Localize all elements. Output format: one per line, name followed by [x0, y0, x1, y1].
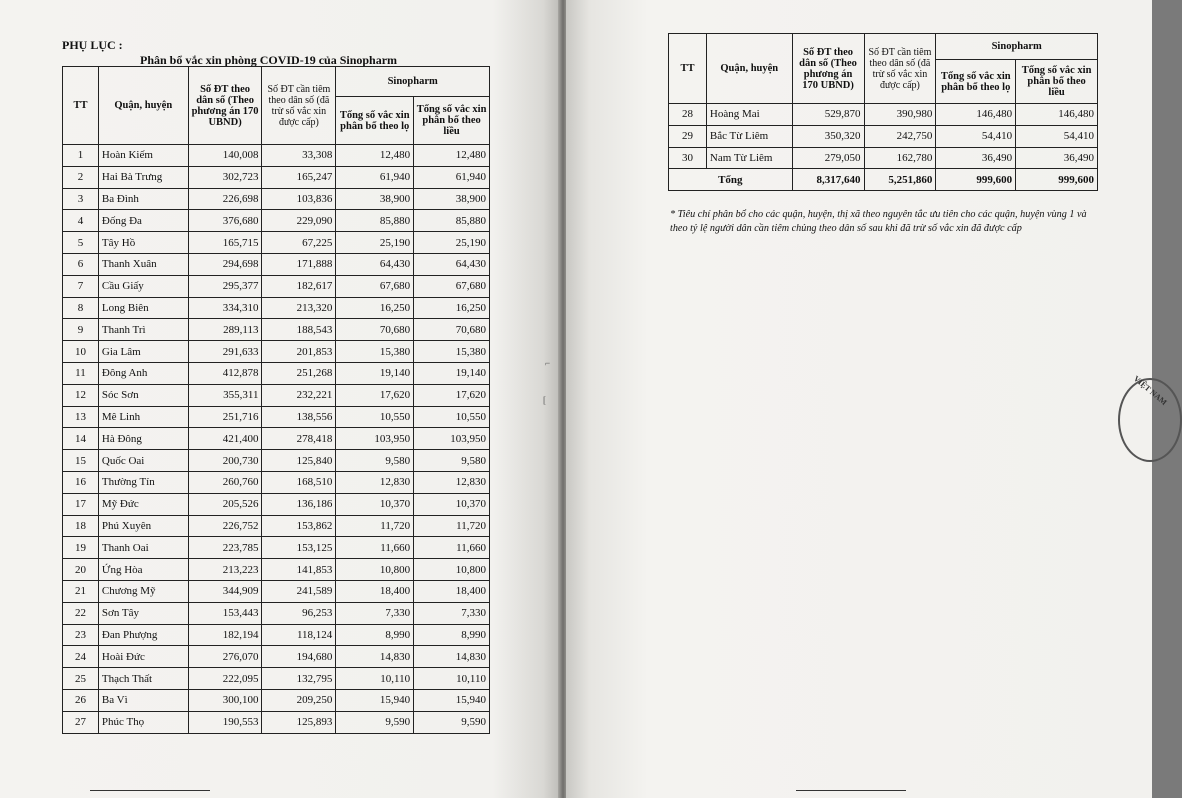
table-row: [669, 125, 1098, 147]
row-tt: 26: [63, 689, 99, 711]
row-doses: 10,370: [414, 493, 490, 515]
header-district: Quận, huyện: [98, 67, 188, 145]
row-population: 260,760: [188, 471, 262, 493]
row-vials: 11,660: [336, 537, 414, 559]
row-tt: 16: [63, 471, 99, 493]
header-vials: Tổng số vắc xin phân bổ theo lọ: [936, 60, 1016, 104]
row-population: 226,752: [188, 515, 262, 537]
row-to-vaccinate: 390,980: [864, 104, 936, 126]
table-row: [63, 145, 490, 167]
row-to-vaccinate: 251,268: [262, 362, 336, 384]
row-district: Quốc Oai: [98, 450, 188, 472]
row-to-vaccinate: 188,543: [262, 319, 336, 341]
row-to-vaccinate: 153,862: [262, 515, 336, 537]
table-row: [63, 253, 490, 275]
row-district: Ba Đình: [98, 188, 188, 210]
header-population: Số ĐT theo dân số (Theo phương án 170 UBND): [792, 34, 864, 104]
row-district: Nam Từ Liêm: [706, 147, 792, 169]
row-to-vaccinate: 141,853: [262, 559, 336, 581]
table-row: [63, 471, 490, 493]
row-tt: 7: [63, 275, 99, 297]
row-doses: 14,830: [414, 646, 490, 668]
row-population: 213,223: [188, 559, 262, 581]
row-vials: 38,900: [336, 188, 414, 210]
row-population: 140,008: [188, 145, 262, 167]
row-vials: 54,410: [936, 125, 1016, 147]
row-doses: 7,330: [414, 602, 490, 624]
header-tt: TT: [63, 67, 99, 145]
row-vials: 12,830: [336, 471, 414, 493]
row-district: Ba Vì: [98, 689, 188, 711]
row-population: 291,633: [188, 341, 262, 363]
row-to-vaccinate: 242,750: [864, 125, 936, 147]
row-district: Thường Tín: [98, 471, 188, 493]
row-population: 294,698: [188, 253, 262, 275]
row-to-vaccinate: 194,680: [262, 646, 336, 668]
row-doses: 18,400: [414, 580, 490, 602]
row-district: Cầu Giấy: [98, 275, 188, 297]
row-to-vaccinate: 125,840: [262, 450, 336, 472]
footer-line: [90, 790, 210, 791]
row-population: 165,715: [188, 232, 262, 254]
row-population: 300,100: [188, 689, 262, 711]
row-to-vaccinate: 33,308: [262, 145, 336, 167]
row-vials: 70,680: [336, 319, 414, 341]
table-row: [63, 210, 490, 232]
total-population: 8,317,640: [792, 169, 864, 191]
row-to-vaccinate: 136,186: [262, 493, 336, 515]
row-vials: 9,590: [336, 711, 414, 733]
row-district: Tây Hồ: [98, 232, 188, 254]
table-row: [63, 188, 490, 210]
left-page: [0, 0, 560, 798]
row-to-vaccinate: 278,418: [262, 428, 336, 450]
row-to-vaccinate: 213,320: [262, 297, 336, 319]
row-vials: 14,830: [336, 646, 414, 668]
table-row: [63, 166, 490, 188]
row-tt: 8: [63, 297, 99, 319]
allocation-table-right: [668, 33, 1098, 191]
appendix-heading: PHỤ LỤC :: [62, 38, 123, 52]
table-row: [63, 384, 490, 406]
row-district: Sóc Sơn: [98, 384, 188, 406]
row-to-vaccinate: 165,247: [262, 166, 336, 188]
row-district: Đống Đa: [98, 210, 188, 232]
row-doses: 61,940: [414, 166, 490, 188]
row-doses: 38,900: [414, 188, 490, 210]
row-to-vaccinate: 229,090: [262, 210, 336, 232]
row-tt: 24: [63, 646, 99, 668]
row-doses: 15,940: [414, 689, 490, 711]
row-population: 279,050: [792, 147, 864, 169]
row-tt: 19: [63, 537, 99, 559]
row-vials: 8,990: [336, 624, 414, 646]
row-tt: 4: [63, 210, 99, 232]
table-row: [63, 450, 490, 472]
row-population: 302,723: [188, 166, 262, 188]
total-row: [669, 169, 1098, 191]
row-district: Ứng Hòa: [98, 559, 188, 581]
row-doses: 17,620: [414, 384, 490, 406]
row-population: 276,070: [188, 646, 262, 668]
row-population: 182,194: [188, 624, 262, 646]
row-vials: 67,680: [336, 275, 414, 297]
row-vials: 12,480: [336, 145, 414, 167]
header-tt: TT: [669, 34, 707, 104]
row-tt: 9: [63, 319, 99, 341]
stamp-text: VIỆT NAM: [1131, 374, 1169, 407]
row-to-vaccinate: 103,836: [262, 188, 336, 210]
row-district: Bắc Từ Liêm: [706, 125, 792, 147]
row-doses: 16,250: [414, 297, 490, 319]
row-vials: 146,480: [936, 104, 1016, 126]
row-tt: 15: [63, 450, 99, 472]
row-tt: 23: [63, 624, 99, 646]
row-doses: 64,430: [414, 253, 490, 275]
row-doses: 36,490: [1016, 147, 1098, 169]
table-row: [63, 559, 490, 581]
row-doses: 19,140: [414, 362, 490, 384]
row-population: 205,526: [188, 493, 262, 515]
row-district: Thanh Trì: [98, 319, 188, 341]
row-district: Hoàn Kiếm: [98, 145, 188, 167]
row-tt: 12: [63, 384, 99, 406]
table-row: [63, 711, 490, 733]
row-district: Gia Lâm: [98, 341, 188, 363]
row-tt: 1: [63, 145, 99, 167]
allocation-table-left: [62, 66, 490, 734]
row-doses: 11,660: [414, 537, 490, 559]
table-row: [63, 275, 490, 297]
row-vials: 11,720: [336, 515, 414, 537]
table-row: [63, 297, 490, 319]
total-to-vaccinate: 5,251,860: [864, 169, 936, 191]
row-population: 190,553: [188, 711, 262, 733]
scan-mark: [: [543, 395, 546, 405]
row-tt: 27: [63, 711, 99, 733]
row-doses: 9,580: [414, 450, 490, 472]
table-row: [63, 232, 490, 254]
row-district: Phúc Thọ: [98, 711, 188, 733]
row-vials: 25,190: [336, 232, 414, 254]
row-to-vaccinate: 168,510: [262, 471, 336, 493]
row-tt: 2: [63, 166, 99, 188]
row-to-vaccinate: 153,125: [262, 537, 336, 559]
table-row: [63, 362, 490, 384]
header-sinopharm: Sinopharm: [336, 67, 490, 97]
row-to-vaccinate: 201,853: [262, 341, 336, 363]
table-row: [63, 689, 490, 711]
table-row: [63, 624, 490, 646]
row-vials: 7,330: [336, 602, 414, 624]
row-population: 412,878: [188, 362, 262, 384]
header-sinopharm: Sinopharm: [936, 34, 1098, 60]
row-district: Thạch Thất: [98, 668, 188, 690]
row-district: Thanh Oai: [98, 537, 188, 559]
row-vials: 64,430: [336, 253, 414, 275]
row-tt: 29: [669, 125, 707, 147]
row-vials: 15,380: [336, 341, 414, 363]
row-tt: 20: [63, 559, 99, 581]
row-population: 295,377: [188, 275, 262, 297]
row-vials: 85,880: [336, 210, 414, 232]
table-title: Phân bổ vắc xin phòng COVID-19 của Sinopharm: [140, 53, 398, 67]
table-row: [63, 493, 490, 515]
row-doses: 54,410: [1016, 125, 1098, 147]
row-tt: 18: [63, 515, 99, 537]
footer-line: [796, 790, 906, 791]
header-district: Quận, huyện: [706, 34, 792, 104]
row-doses: 9,590: [414, 711, 490, 733]
row-doses: 85,880: [414, 210, 490, 232]
row-vials: 15,940: [336, 689, 414, 711]
row-district: Long Biên: [98, 297, 188, 319]
row-district: Mê Linh: [98, 406, 188, 428]
row-district: Hai Bà Trưng: [98, 166, 188, 188]
table-row: [63, 646, 490, 668]
row-to-vaccinate: 118,124: [262, 624, 336, 646]
row-doses: 15,380: [414, 341, 490, 363]
row-vials: 36,490: [936, 147, 1016, 169]
row-to-vaccinate: 241,589: [262, 580, 336, 602]
row-to-vaccinate: 138,556: [262, 406, 336, 428]
row-district: Sơn Tây: [98, 602, 188, 624]
row-vials: 10,800: [336, 559, 414, 581]
row-to-vaccinate: 171,888: [262, 253, 336, 275]
row-district: Hoàng Mai: [706, 104, 792, 126]
row-doses: 70,680: [414, 319, 490, 341]
total-vials: 999,600: [936, 169, 1016, 191]
row-doses: 67,680: [414, 275, 490, 297]
row-tt: 30: [669, 147, 707, 169]
row-population: 376,680: [188, 210, 262, 232]
row-doses: 103,950: [414, 428, 490, 450]
row-tt: 22: [63, 602, 99, 624]
row-population: 226,698: [188, 188, 262, 210]
row-district: Phú Xuyên: [98, 515, 188, 537]
header-to-vaccinate: Số ĐT cần tiêm theo dân số (đã trừ số vắc xin được cấp): [864, 34, 936, 104]
row-population: 355,311: [188, 384, 262, 406]
row-district: Hoài Đức: [98, 646, 188, 668]
table-row: [63, 602, 490, 624]
table-row: [63, 515, 490, 537]
row-population: 153,443: [188, 602, 262, 624]
header-doses: Tổng số vắc xin phân bổ theo liều: [414, 97, 490, 145]
footnote: * Tiêu chí phân bổ cho các quận, huyện, thị xã theo nguyên tắc ưu tiên cho các quận, huyện vùng 1 và theo tỷ lệ người dân cần tiêm chủng theo dân số sau khi đã trừ số vắc xin đã được cấp: [670, 209, 1087, 234]
row-population: 350,320: [792, 125, 864, 147]
header-population: Số ĐT theo dân số (Theo phương án 170 UBND): [188, 67, 262, 145]
row-to-vaccinate: 162,780: [864, 147, 936, 169]
table-row: [63, 580, 490, 602]
right-page: [566, 0, 1152, 798]
total-doses: 999,600: [1016, 169, 1098, 191]
header-vials: Tổng số vắc xin phân bổ theo lọ: [336, 97, 414, 145]
row-vials: 10,110: [336, 668, 414, 690]
table-row: [63, 668, 490, 690]
row-tt: 21: [63, 580, 99, 602]
row-vials: 10,550: [336, 406, 414, 428]
row-to-vaccinate: 182,617: [262, 275, 336, 297]
scan-mark: ⌐: [545, 358, 551, 368]
header-to-vaccinate: Số ĐT cần tiêm theo dân số (đã trừ số vắc xin được cấp): [262, 67, 336, 145]
row-tt: 25: [63, 668, 99, 690]
row-tt: 28: [669, 104, 707, 126]
row-population: 289,113: [188, 319, 262, 341]
row-tt: 5: [63, 232, 99, 254]
row-district: Mỹ Đức: [98, 493, 188, 515]
row-tt: 10: [63, 341, 99, 363]
row-to-vaccinate: 132,795: [262, 668, 336, 690]
table-row: [63, 319, 490, 341]
row-doses: 10,800: [414, 559, 490, 581]
row-vials: 18,400: [336, 580, 414, 602]
row-to-vaccinate: 67,225: [262, 232, 336, 254]
row-doses: 10,550: [414, 406, 490, 428]
row-vials: 19,140: [336, 362, 414, 384]
table-row: [63, 406, 490, 428]
row-population: 344,909: [188, 580, 262, 602]
row-population: 421,400: [188, 428, 262, 450]
row-district: Đan Phượng: [98, 624, 188, 646]
row-tt: 11: [63, 362, 99, 384]
row-population: 334,310: [188, 297, 262, 319]
row-to-vaccinate: 232,221: [262, 384, 336, 406]
table-row: [63, 537, 490, 559]
row-to-vaccinate: 96,253: [262, 602, 336, 624]
row-doses: 146,480: [1016, 104, 1098, 126]
row-population: 529,870: [792, 104, 864, 126]
row-tt: 3: [63, 188, 99, 210]
row-tt: 13: [63, 406, 99, 428]
row-doses: 12,480: [414, 145, 490, 167]
row-to-vaccinate: 125,893: [262, 711, 336, 733]
table-row: [669, 104, 1098, 126]
row-population: 223,785: [188, 537, 262, 559]
header-doses: Tổng số vắc xin phân bổ theo liều: [1016, 60, 1098, 104]
row-population: 251,716: [188, 406, 262, 428]
row-doses: 12,830: [414, 471, 490, 493]
row-district: Đông Anh: [98, 362, 188, 384]
row-vials: 16,250: [336, 297, 414, 319]
total-label: Tổng: [669, 169, 793, 191]
row-tt: 6: [63, 253, 99, 275]
table-row: [669, 147, 1098, 169]
row-vials: 17,620: [336, 384, 414, 406]
row-doses: 25,190: [414, 232, 490, 254]
row-doses: 10,110: [414, 668, 490, 690]
row-vials: 61,940: [336, 166, 414, 188]
row-vials: 10,370: [336, 493, 414, 515]
row-population: 200,730: [188, 450, 262, 472]
row-population: 222,095: [188, 668, 262, 690]
row-vials: 9,580: [336, 450, 414, 472]
row-doses: 11,720: [414, 515, 490, 537]
official-stamp: [1118, 374, 1182, 462]
row-tt: 14: [63, 428, 99, 450]
table-row: [63, 341, 490, 363]
table-row: [63, 428, 490, 450]
row-vials: 103,950: [336, 428, 414, 450]
row-doses: 8,990: [414, 624, 490, 646]
row-district: Thanh Xuân: [98, 253, 188, 275]
row-district: Chương Mỹ: [98, 580, 188, 602]
row-tt: 17: [63, 493, 99, 515]
row-district: Hà Đông: [98, 428, 188, 450]
row-to-vaccinate: 209,250: [262, 689, 336, 711]
